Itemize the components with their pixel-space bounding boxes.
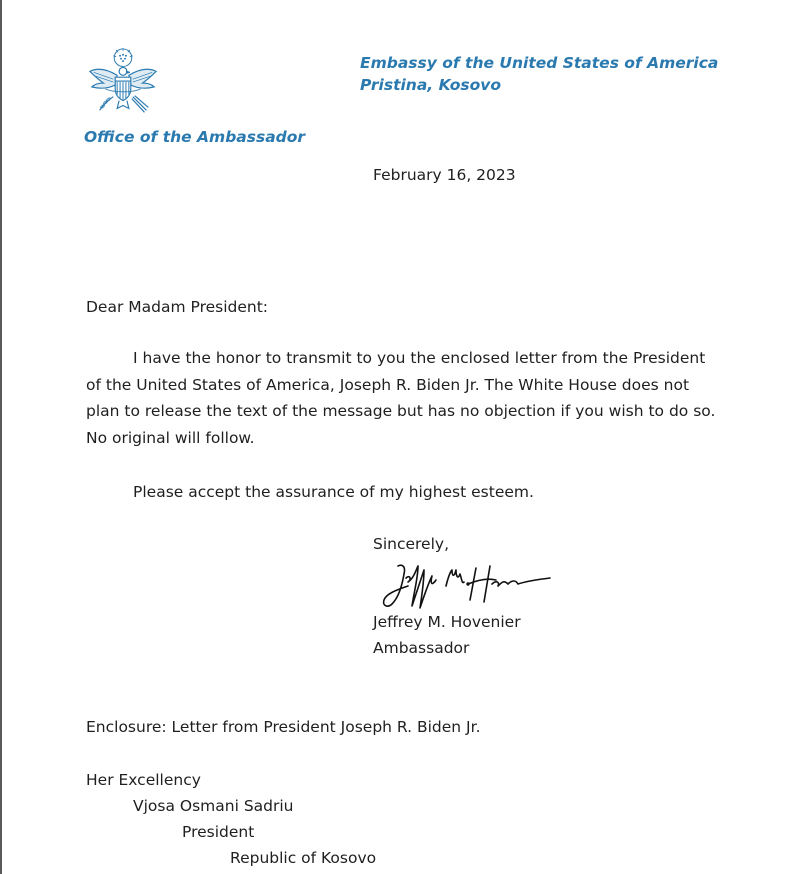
salutation: Dear Madam President:	[86, 298, 269, 316]
letter-date: February 16, 2023	[373, 166, 516, 184]
letterhead-embassy: Embassy of the United States of America	[360, 54, 719, 72]
enclosure-line: Enclosure: Letter from President Joseph R. Biden Jr.	[86, 718, 481, 736]
great-seal-eagle-icon	[84, 46, 162, 124]
body-line: plan to release the text of the message but has no objection if you wish to do so.	[86, 402, 716, 420]
body-line: No original will follow.	[86, 428, 255, 447]
body-line: I have the honor to transmit to you the enclosed letter from the President	[133, 349, 706, 367]
recipient-name: Vjosa Osmani Sadriu	[133, 797, 294, 815]
signer-name: Jeffrey M. Hovenier	[373, 613, 521, 631]
recipient-country: Republic of Kosovo	[230, 849, 377, 867]
closing-paragraph: Please accept the assurance of my highest esteem.	[133, 483, 534, 501]
letterhead-office: Office of the Ambassador	[84, 128, 306, 146]
letterhead-city: Pristina, Kosovo	[360, 76, 502, 94]
body-paragraph	[86, 345, 726, 451]
body-line: of the United States of America, Joseph R. Biden Jr. The White House does not	[86, 375, 690, 394]
recipient-title: President	[182, 823, 255, 841]
handwritten-signature	[368, 556, 558, 614]
valediction: Sincerely,	[373, 535, 450, 553]
recipient-honorific: Her Excellency	[86, 771, 201, 789]
page-left-border	[0, 0, 2, 874]
signer-title: Ambassador	[373, 639, 470, 657]
